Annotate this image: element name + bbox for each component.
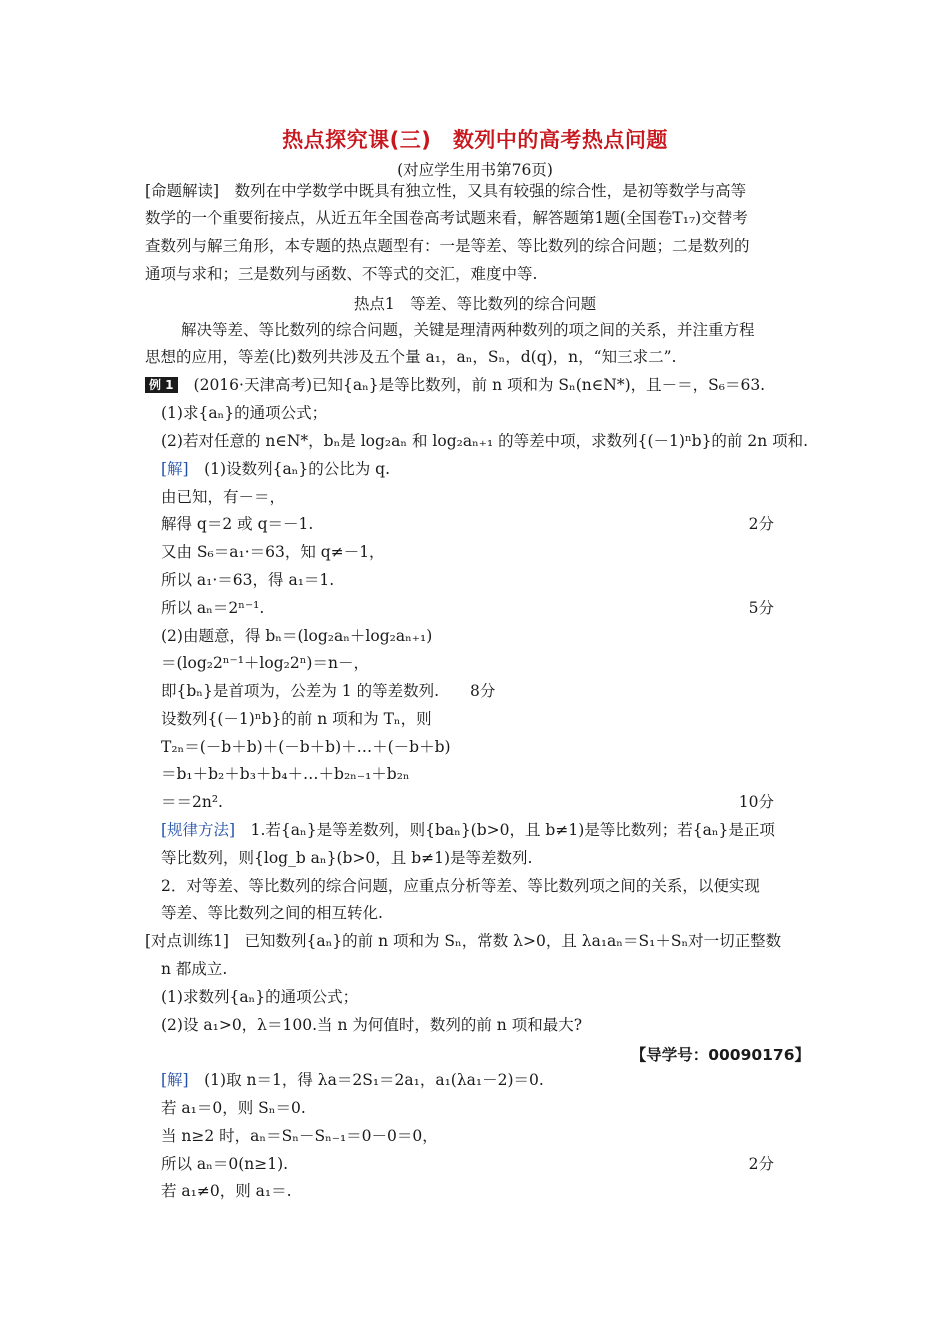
intro-line-1: [命题解读] 数列在中学数学中既具有独立性，又具有较强的综合性，是初等数学与高等 — [145, 182, 747, 200]
training-tag: [对点训练1] — [145, 932, 229, 950]
hotspot-1-desc-2: 思想的应用，等差(比)数列共涉及五个量 a₁，aₙ，Sₙ，d(q)，n，“知三求二”. — [145, 348, 677, 366]
example-1-solution-line-7: (2)由题意，得 bₙ＝(log₂aₙ＋log₂aₙ₊₁) — [161, 627, 433, 645]
training-1-solution-line-4: 所以 aₙ＝0(n≥1). — [161, 1155, 289, 1173]
example-1-solution-line-5: 所以 a₁·＝63，得 a₁＝1. — [161, 571, 335, 589]
method-line-2: 等比数列，则{log_b aₙ}(b>0，且 b≠1)是等差数列. — [161, 849, 533, 867]
intro-tag: [命题解读] — [145, 182, 220, 200]
intro-line-3: 查数列与解三角形，本专题的热点题型有：一是等差、等比数列的综合问题；二是数列的 — [145, 237, 750, 255]
solution-tag: [解] — [161, 1071, 189, 1089]
example-1-solution-line-12: ＝b₁＋b₂＋b₃＋b₄＋…＋b₂ₙ₋₁＋b₂ₙ — [161, 765, 410, 783]
example-1-solution-line-2: 由已知，有－＝， — [161, 488, 286, 506]
training-1-solution-line-2: 若 a₁＝0，则 Sₙ＝0. — [161, 1099, 306, 1117]
method-line-4: 等差、等比数列之间的相互转化. — [161, 904, 383, 922]
example-1-solution-line-13: ＝＝2n². — [161, 793, 223, 811]
training-1-solution-line-1: [解] (1)取 n＝1，得 λa＝2S₁＝2a₁，a₁(λa₁－2)＝0. — [161, 1071, 544, 1089]
intro-line-4: 通项与求和；三是数列与函数、不等式的交汇，难度中等. — [145, 265, 538, 283]
example-1-solution-line-1: [解] (1)设数列{aₙ}的公比为 q. — [161, 460, 391, 478]
solution-tag: [解] — [161, 460, 189, 478]
example-1-solution-line-3: 解得 q＝2 或 q＝－1. — [161, 515, 314, 533]
training-1-solution-line-5: 若 a₁≠0，则 a₁＝. — [161, 1182, 292, 1200]
example-1-solution-line-4: 又由 S₆＝a₁·＝63，知 q≠－1， — [161, 543, 385, 561]
method-line-1: [规律方法] 1.若{aₙ}是等差数列，则{baₙ}(b>0，且 b≠1)是等比数列；若{aₙ}是正项 — [161, 821, 775, 839]
page-title: 热点探究课(三) 数列中的高考热点问题 — [282, 128, 668, 152]
example-1-solution-line-8: ＝(log₂2ⁿ⁻¹＋log₂2ⁿ)＝n－， — [161, 654, 369, 672]
score-mark: 2分 — [748, 515, 774, 533]
intro-line-2: 数学的一个重要衔接点，从近五年全国卷高考试题来看，解答题第1题(全国卷T₁₇)交替考 — [145, 209, 748, 227]
score-mark: 10分 — [738, 793, 774, 811]
example-1-question-1: (1)求{aₙ}的通项公式； — [161, 404, 328, 422]
example-1-solution-line-11: T₂ₙ＝(－b＋b)＋(－b＋b)＋…＋(－b＋b) — [161, 738, 451, 756]
guide-number: 【导学号：00090176】 — [630, 1046, 810, 1064]
training-1-line-1: [对点训练1] 已知数列{aₙ}的前 n 项和为 Sₙ，常数 λ>0，且 λa₁aₙ＝S₁＋Sₙ对一切正整数 — [145, 932, 782, 950]
hotspot-1-heading: 热点1 等差、等比数列的综合问题 — [353, 295, 597, 313]
example-1-question-2: (2)若对任意的 n∈N*，bₙ是 log₂aₙ 和 log₂aₙ₊₁ 的等差中项，求数列{(－1)ⁿb}的前 2n 项和. — [161, 432, 809, 450]
example-1-solution-line-6: 所以 aₙ＝2ⁿ⁻¹. — [161, 599, 265, 617]
score-mark: 5分 — [748, 599, 774, 617]
training-1-line-2: n 都成立. — [161, 960, 228, 978]
example-1-solution-line-9: 即{bₙ}是首项为，公差为 1 的等差数列. 8分 — [161, 682, 496, 700]
score-mark: 2分 — [748, 1155, 774, 1173]
training-1-question-2: (2)设 a₁>0，λ＝100.当 n 为何值时，数列的前 n 项和最大? — [161, 1016, 583, 1034]
training-1-question-1: (1)求数列{aₙ}的通项公式； — [161, 988, 359, 1006]
method-line-3: 2．对等差、等比数列的综合问题，应重点分析等差、等比数列项之间的关系，以便实现 — [161, 877, 760, 895]
page-subtitle: (对应学生用书第76页) — [397, 161, 553, 179]
example-1-solution-line-10: 设数列{(－1)ⁿb}的前 n 项和为 Tₙ，则 — [161, 710, 432, 728]
method-tag: [规律方法] — [161, 821, 236, 839]
hotspot-1-desc-1: 解决等差、等比数列的综合问题，关键是理清两种数列的项之间的关系，并注重方程 — [181, 321, 755, 339]
example-badge: 例 1 — [145, 377, 178, 393]
training-1-solution-line-3: 当 n≥2 时，aₙ＝Sₙ－Sₙ₋₁＝0－0＝0， — [161, 1127, 438, 1145]
example-1-stem: 例 1 (2016·天津高考)已知{aₙ}是等比数列，前 n 项和为 Sₙ(n∈N*)，且－＝，S₆＝63. — [145, 375, 765, 395]
